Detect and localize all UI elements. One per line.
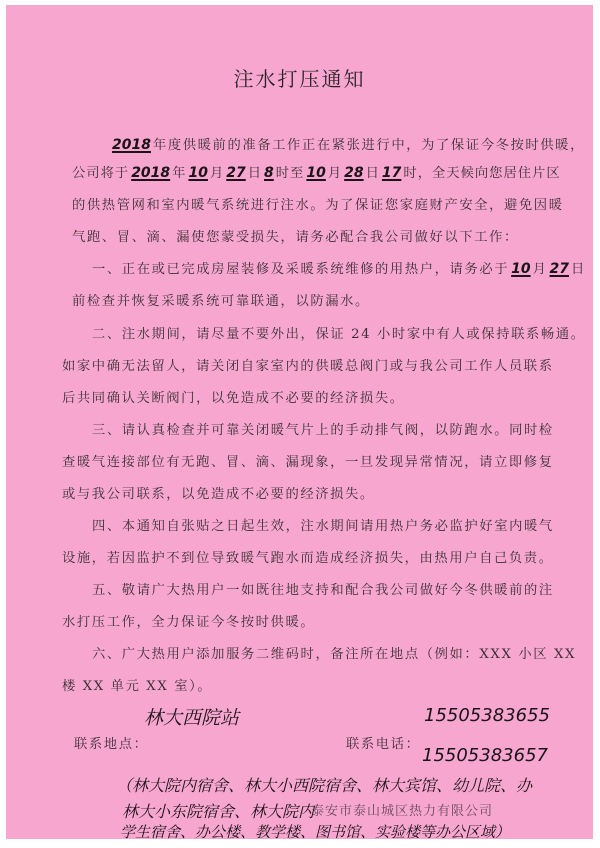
item-5-line-2: 水打压工作，全力保证今冬按时供暖。 [62,615,316,630]
handwritten-coverage-1: （林大院内宿舍、林大小西院宿舍、林大宾馆、幼儿院、办 [116,776,533,795]
handwritten-location: 林大西院站 [144,707,240,729]
intro-line-2: 公司将于 2018 年 10 月 27 日 8 时至 10 月 28 日 17 时，全天候向您居住片区 [72,165,561,181]
intro-line-1: 2018 年度供暖前的准备工作正在紧张进行中，为了保证今冬按时供暖， [112,137,585,153]
handwritten-start-month: 10 [188,165,208,181]
item-6-line-2: 楼 XX 单元 XX 室）。 [62,679,213,694]
item-5-line-1: 五、敬请广大热用户一如既往地支持和配合我公司做好今冬供暖前的注 [92,583,554,598]
item-3-line-3: 或与我公司联系，以免造成不必要的经济损失。 [62,487,375,502]
notice-paper [6,5,593,839]
issuer-name: 泰安市泰山城区热力有限公司 [311,804,494,819]
item-2-line-3: 后共同确认关断阀门，以免造成不必要的经济损失。 [62,391,405,406]
handwritten-end-hour: 17 [381,165,402,181]
item-2-line-1: 二、注水期间，请尽量不要外出，保证 24 小时家中有人或保持联系畅通。 [92,327,586,342]
handwritten-end-month: 10 [306,165,326,181]
handwritten-start-hour: 8 [264,165,274,181]
handwritten-start-year: 2018 [131,165,171,181]
item-3-line-1: 三、请认真检查并可靠关闭暖气片上的手动排气阀，以防跑水。同时检 [92,423,554,438]
item-2-line-2: 如家中确无法留人，请关闭自家室内的供暖总阀门或与我公司工作人员联系 [62,359,554,374]
item-4-line-2: 设施，若因监护不到位导致暖气跑水而造成经济损失，由热用户自己负责。 [62,551,554,566]
intro-line-4: 气跑、冒、滴、漏使您蒙受损失，请务必配合我公司做好以下工作： [72,230,519,245]
item-4-line-1: 四、本通知自张贴之日起生效，注水期间请用热户务必监护好室内暖气 [92,519,554,534]
notice-title: 注水打压通知 [233,67,366,91]
handwritten-start-day: 27 [226,165,246,181]
item-1-line-2: 前检查并恢复采暖系统可靠联通，以防漏水。 [72,294,370,309]
intro-line-3: 的供热管网和室内暖气系统进行注水。为了保证您家庭财产安全，避免因暖 [72,198,564,213]
handwritten-day: 27 [549,261,569,277]
handwritten-coverage-2: 林大小东院宿舍、林大院内 [122,802,315,821]
contact-phone-label: 联系电话： [346,737,421,752]
handwritten-year: 2018 [112,137,151,153]
item-3-line-2: 查暖气连接部位有无跑、冒、滴、漏现象，一旦发现异常情况，请立即修复 [62,455,554,470]
handwritten-coverage-3: 学生宿舍、办公楼、教学楼、图书馆、实验楼等办公区域） [120,823,511,841]
handwritten-phone-2: 15505383657 [422,745,548,766]
handwritten-month: 10 [511,261,531,277]
handwritten-end-day: 28 [344,165,364,181]
item-6-line-1: 六、广大热用户添加服务二维码时，备注所在地点（例如：XXX 小区 XX [92,647,577,662]
contact-location-label: 联系地点： [74,737,149,752]
item-1-line-1: 一、正在或已完成房屋装修及采暖系统维修的用热户，请务必于 10 月 27 日 [92,261,586,277]
handwritten-phone-1: 15505383655 [424,705,550,726]
